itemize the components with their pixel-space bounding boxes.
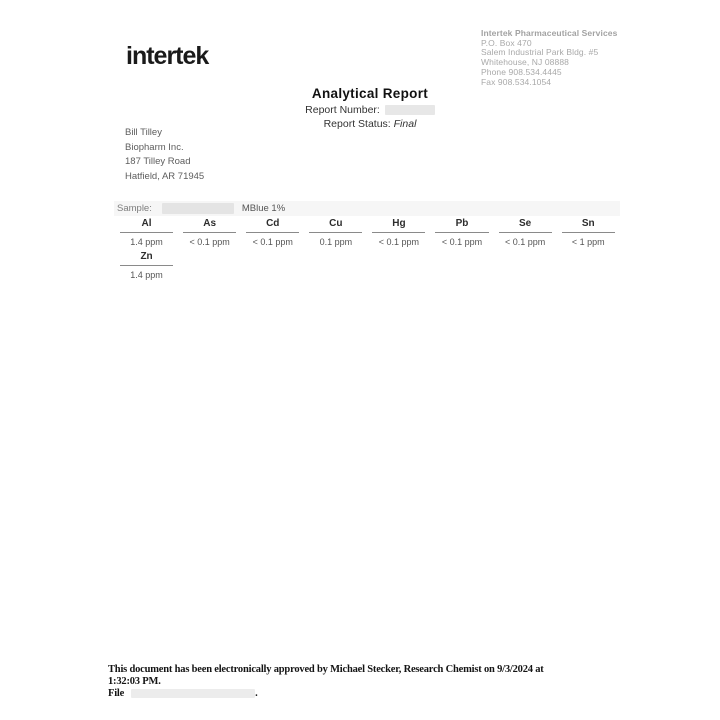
element-value: 1.4 ppm	[130, 237, 163, 247]
approval-text: This document has been electronically approved by Michael Stecker, Research Chemist on 9/3/2024 at 1:32:03 PM.	[108, 664, 544, 687]
element-value: < 0.1 ppm	[441, 237, 483, 247]
element-symbol: Pb	[455, 218, 469, 229]
letterhead-phone: Phone 908.534.4445	[481, 66, 562, 77]
element-symbol: Se	[518, 218, 532, 229]
element-symbol: Sn	[581, 218, 595, 229]
report-number-label: Report Number:	[305, 103, 380, 116]
results-table-row2	[115, 251, 179, 280]
file-line	[108, 688, 548, 700]
file-label: File	[108, 687, 125, 699]
result-cell	[430, 218, 493, 247]
recipient-company: Biopharm Inc.	[125, 141, 184, 153]
result-cell	[115, 251, 178, 280]
element-symbol: Zn	[140, 251, 153, 262]
report-status-line	[240, 118, 500, 130]
redacted-report-number	[385, 105, 435, 115]
sample-label: Sample:	[117, 203, 152, 214]
letterhead-po-box: P.O. Box 470	[481, 37, 532, 48]
element-value: 0.1 ppm	[319, 237, 353, 247]
redacted-sample-id	[162, 203, 234, 214]
element-value: 1.4 ppm	[130, 270, 163, 280]
approval-footer	[108, 664, 548, 699]
report-status-value: Final	[393, 118, 417, 130]
results-table	[115, 218, 620, 247]
element-value: < 0.1 ppm	[252, 237, 293, 247]
report-status-label: Report Status:	[323, 118, 391, 130]
recipient-street: 187 Tilley Road	[125, 156, 191, 168]
result-cell	[367, 218, 430, 247]
title-block	[240, 86, 500, 130]
element-value: < 0.1 ppm	[189, 237, 230, 247]
sample-name: MBlue 1%	[241, 203, 286, 214]
result-cell	[241, 218, 304, 247]
result-cell	[494, 218, 557, 247]
sample-row	[114, 201, 620, 216]
recipient-address	[125, 126, 204, 185]
intertek-logo: intertek	[126, 42, 209, 70]
letterhead-company: Intertek Pharmaceutical Services	[481, 28, 618, 38]
result-cell	[115, 218, 178, 247]
element-symbol: As	[203, 218, 217, 229]
element-value: < 0.1 ppm	[378, 237, 420, 247]
element-symbol: Cd	[266, 218, 280, 229]
redacted-file-name	[131, 687, 258, 699]
letterhead-city: Whitehouse, NJ 08888	[481, 57, 569, 68]
result-cell	[178, 218, 241, 247]
element-symbol: Hg	[392, 218, 406, 229]
recipient-name: Bill Tilley	[125, 127, 162, 138]
letterhead-fax: Fax 908.534.1054	[481, 76, 552, 87]
element-value: < 1 ppm	[571, 237, 605, 247]
result-cell	[304, 218, 367, 247]
element-symbol: Al	[141, 218, 152, 229]
report-title: Analytical Report	[311, 86, 429, 101]
element-symbol: Cu	[329, 218, 343, 229]
element-value: < 0.1 ppm	[504, 237, 546, 247]
report-number-line	[240, 104, 500, 116]
file-suffix: .	[255, 687, 258, 699]
recipient-city: Hatfield, AR 71945	[125, 171, 205, 183]
letterhead-address	[481, 29, 617, 87]
letterhead-street: Salem Industrial Park Bldg. #5	[481, 47, 599, 58]
result-cell	[557, 218, 620, 247]
